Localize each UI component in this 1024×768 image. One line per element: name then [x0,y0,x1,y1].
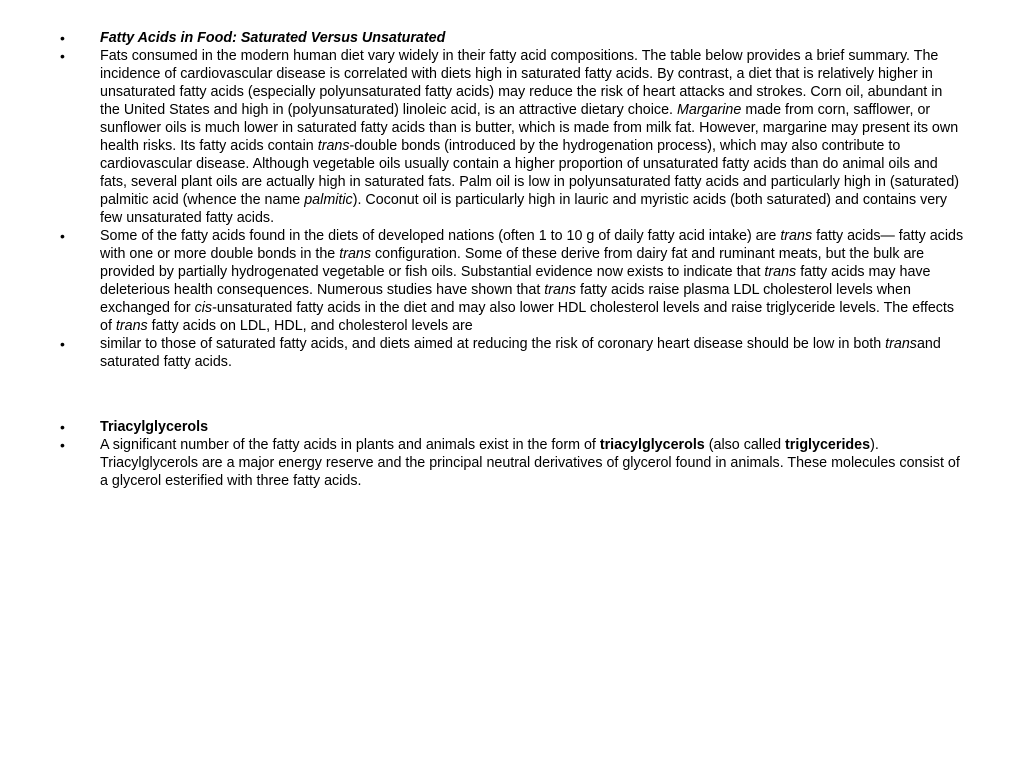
bullet-icon: • [60,419,65,435]
paragraph-fats-consumed: Fats consumed in the modern human diet vary widely in their fatty acid compositions. The table below provides a brief summary. The incidence of cardiovascular disease is correlated with diets high in saturated fatty acids. By contrast, a diet that is relatively higher in unsaturated fatty acids (especially polyunsaturated fatty acids) may reduce the risk of heart attacks and strokes. Corn oil, abundant in the United States and high in (polyunsaturated) linoleic acid, is an attractive dietary choice. Margarine made from corn, safflower, or sunflower oils is much lower in saturated fatty acids than is butter, which is made from milk fat. However, margarine may present its own health risks. Its fatty acids contain trans-double bonds (introduced by the hydrogenation process), which may also contribute to cardiovascular disease. Although vegetable oils usually contain a higher proportion of unsaturated fatty acids than do animal oils and fats, several plant oils are actually high in saturated fats. Palm oil is low in polyunsaturated fatty acids and particularly high in (saturated) palmitic acid (whence the name palmitic). Coconut oil is particularly high in lauric and myristic acids (both saturated) and contains very few unsaturated fatty acids. [100,48,960,226]
paragraph-triacylglycerols: A significant number of the fatty acids in plants and animals exist in the form of triacylglycerols (also called triglycerides). Triacylglycerols are a major energy reserve and the principal neutral derivatives of glycerol found in animals. These molecules consist of a glycerol esterified with three fatty acids. [100,437,960,489]
section-gap [58,371,964,418]
heading-fatty-acids-text: Fatty Acids in Food: Saturated Versus Unsaturated [100,30,446,46]
bullet-icon: • [60,336,65,352]
bullet-icon: • [60,228,65,244]
paragraph-trans-fatty-acids: Some of the fatty acids found in the diets of developed nations (often 1 to 10 g of daily fatty acid intake) are trans fatty acids— fatty acids with one or more double bonds in the trans configuration. Some of these derive from dairy fat and ruminant meats, but the bulk are provided by partially hydrogenated vegetable or fish oils. Substantial evidence now exists to indicate that trans fatty acids may have deleterious health consequences. Numerous studies have shown that trans fatty acids raise plasma LDL cholesterol levels when exchanged for cis-unsaturated fatty acids in the diet and may also lower HDL cholesterol levels and raise triglyceride levels. The effects of trans fatty acids on LDL, HDL, and cholesterol levels are [100,228,964,334]
bullet-fats-consumed [58,47,964,227]
bullet-list [58,29,964,490]
bullet-heading-fatty-acids [58,29,964,47]
paragraph-similar-to-saturated: similar to those of saturated fatty acids, and diets aimed at reducing the risk of coronary heart disease should be low in both transand saturated fatty acids. [100,336,941,370]
bullet-icon: • [60,437,65,453]
bullet-similar-to-saturated [58,335,964,371]
bullet-heading-triacylglycerols [58,418,964,436]
bullet-triacylglycerols-definition [58,436,964,490]
bullet-trans-fatty-acids [58,227,964,335]
bullet-icon: • [60,30,65,46]
bullet-icon: • [60,48,65,64]
heading-triacylglycerols-text: Triacylglycerols [100,419,209,435]
